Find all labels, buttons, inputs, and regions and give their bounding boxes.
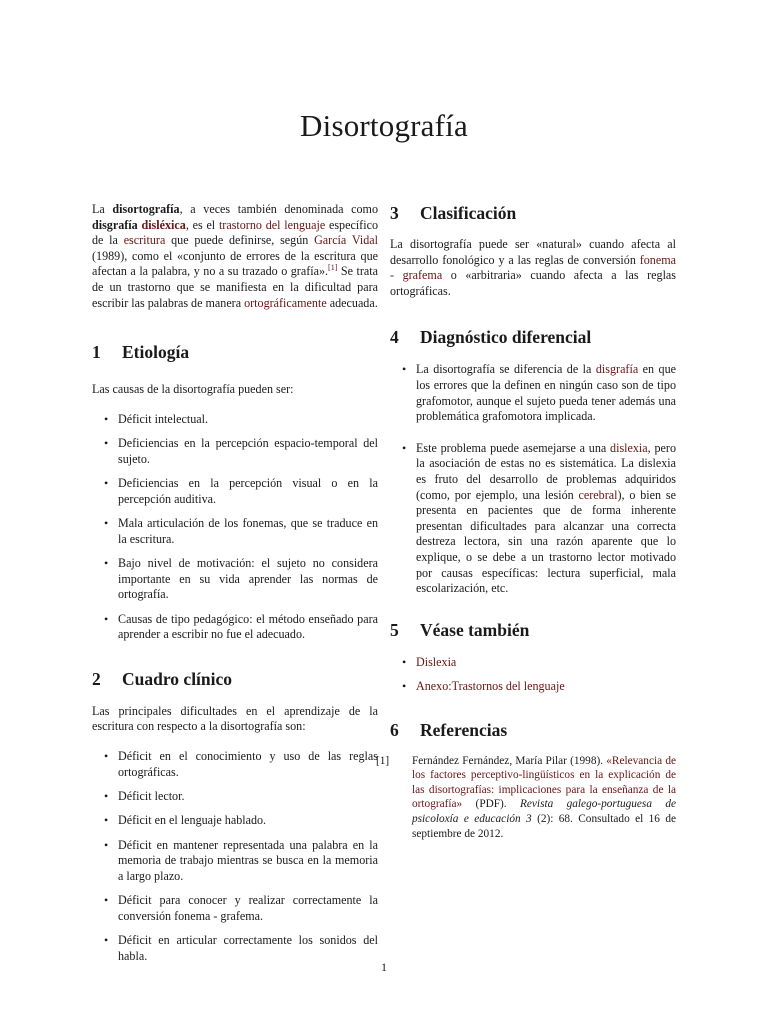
page-number: 1 — [381, 960, 387, 974]
diagnostico-list — [390, 362, 676, 596]
list-item: • Déficit intelectual. — [92, 412, 378, 428]
list-item: • Causas de tipo pedagógico: el método enseñado para aprender a escribir no fue el adecuado. — [92, 612, 378, 643]
link-fonema-grafema[interactable]: fonema - grafema — [390, 252, 676, 283]
link-dislexica[interactable]: disléxica — [141, 217, 186, 232]
list-item: • Déficit lector. — [92, 789, 378, 805]
section-heading-etiologia: 1 Etiología — [92, 342, 190, 363]
list-item: • Déficit en mantener representada una palabra en la memoria de trabajo mientras se busca en la memoria a largo plazo. — [92, 838, 378, 885]
link-dislexia[interactable]: dislexia — [610, 440, 648, 455]
link-see-also-dislexia[interactable]: Dislexia — [416, 654, 457, 669]
section-heading-referencias: 6 Referencias — [390, 719, 508, 740]
section-heading-diagnostico: 4 Diagnóstico diferencial — [390, 327, 592, 348]
list-item: • Déficit para conocer y realizar correctamente la conversión fonema - grafema. — [92, 893, 378, 924]
list-item: • Déficit en el conocimiento y uso de las reglas ortográficas. — [92, 749, 378, 780]
list-item: • La disortografía se diferencia de la disgrafía en que los errores que la definen en ningún caso son de tipo grafomotor, aunque el sujeto pueda tener además una problemática grafomotora implicada. — [390, 362, 676, 424]
list-item: • Déficit en articular correctamente los sonidos del habla. — [92, 933, 378, 964]
link-disgrafia[interactable]: disgrafía — [595, 362, 639, 377]
cuadro-clinico-lead: Las principales dificultades en el aprendizaje de la escritura con respecto a la disortografía son: — [92, 703, 378, 734]
list-item: • Déficit en el lenguaje hablado. — [92, 813, 378, 829]
list-item: • Mala articulación de los fonemas, que se traduce en la escritura. — [92, 516, 378, 547]
reference-item: [1] Fernández Fernández, María Pilar (1998). «Relevancia de los factores perceptivo-lingüísticos en la explicación de las disortografías: implicaciones para la enseñanza de la ortografía» (PDF). Revista galego-portuguesa de psicoloxía e educación 3 (2): 68. Consultado el 16 de septiembre de 2012. — [376, 754, 676, 840]
section-heading-clasificacion: 3 Clasificación — [390, 203, 517, 223]
etiologia-list — [92, 412, 378, 643]
reference-number: [1] — [376, 754, 390, 767]
link-escritura[interactable]: escritura — [123, 233, 166, 248]
right-column — [376, 202, 676, 841]
left-column — [92, 202, 378, 965]
etiologia-lead: Las causas de la disortografía pueden ser: — [92, 382, 294, 397]
reference-link[interactable]: «Relevancia de los factores perceptivo-lingüísticos en la explicación de las disortografías: implicaciones para la enseñanza de la ortografía» — [412, 754, 676, 811]
link-see-also-anexo[interactable]: Anexo:Trastornos del lenguaje — [416, 679, 565, 694]
section-heading-cuadro-clinico: 2 Cuadro clínico — [92, 668, 233, 689]
vease-tambien-list — [390, 655, 676, 695]
link-ortograficamente[interactable]: ortográficamente — [244, 295, 327, 310]
citation-link-1[interactable]: [1] — [328, 263, 338, 273]
list-item: • Bajo nivel de motivación: el sujeto no considera importante en su vida aprender las normas de ortografía. — [92, 556, 378, 603]
list-item — [390, 679, 676, 695]
intro-paragraph: La disortografía, a veces también denominada como disgrafía disléxica, es el trastorno del lenguaje específico de la escritura que puede definirse, según García Vidal (1989), como el «conjunto de errores de la escritura que afectan a la palabra, y no a su trazado o grafía».[1] Se trata de un trastorno que se manifiesta en la dificultad para escribir las palabras de manera ortográficamente adecuada. — [92, 202, 379, 310]
page-title: Disortografía — [300, 108, 468, 143]
cuadro-clinico-list — [92, 749, 378, 965]
link-trastorno-lenguaje[interactable]: trastorno del lenguaje — [218, 217, 326, 232]
link-garcia-vidal[interactable]: García Vidal — [314, 233, 378, 248]
list-item: • Deficiencias en la percepción espacio-temporal del sujeto. — [92, 436, 378, 467]
list-item — [390, 655, 676, 671]
section-heading-vease-tambien: 5 Véase también — [390, 619, 530, 640]
list-item: • Deficiencias en la percepción visual o en la percepción auditiva. — [92, 476, 378, 507]
clasificacion-paragraph: La disortografía puede ser «natural» cuando afecta al desarrollo fonológico y a las reglas de conversión fonema - grafema o «arbitraria» cuando afecta a las reglas ortográficas. — [390, 237, 676, 298]
list-item: • Este problema puede asemejarse a una dislexia, pero la asociación de estas no es sistemática. La dislexia es fruto del desarrollo de problemas adquiridos (como, por ejemplo, una lesión cerebral), o bien se presenta en pacientes que de forma inherente presentan dificultades para alcanzar una correcta destreza lectora, sin una razón aparente que lo explique, o se debe a un trastorno lector motivado por causas específicas: lectura superficial, mala escolarización, etc. — [390, 441, 676, 597]
link-cerebral[interactable]: cerebral — [578, 487, 618, 502]
